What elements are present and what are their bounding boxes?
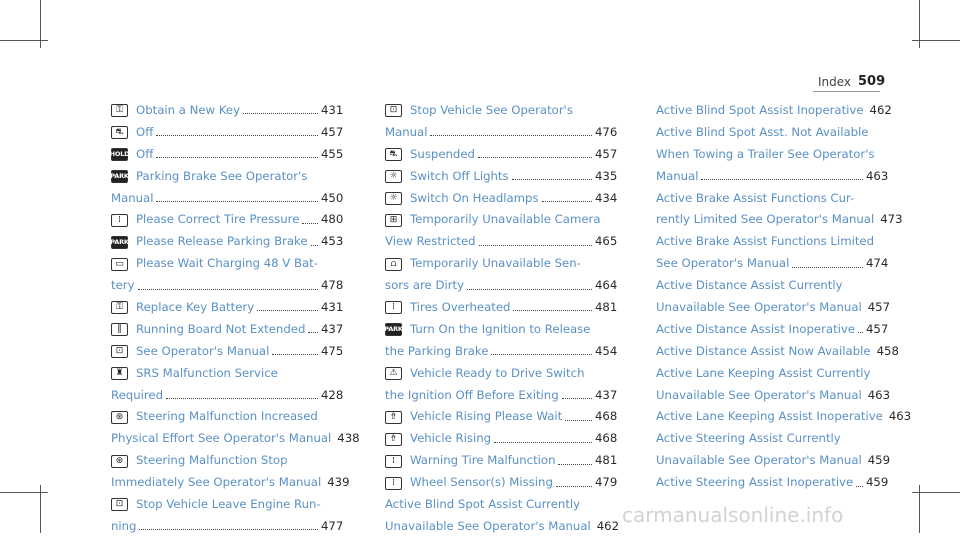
entry-text: Temporarily Unavailable Sen-	[410, 256, 581, 271]
index-entry[interactable]	[656, 472, 888, 494]
page-reference: 454	[595, 343, 618, 358]
index-entry[interactable]	[111, 253, 343, 297]
dot-leader	[302, 223, 318, 224]
page-reference: 457	[321, 124, 344, 139]
battery-icon: ▭	[111, 258, 128, 271]
entry-text: When Towing a Trailer See Operator's	[656, 146, 875, 161]
dot-leader	[139, 529, 318, 530]
crop-mark	[0, 40, 48, 41]
index-entry[interactable]	[111, 100, 343, 122]
park-icon: PARK	[111, 236, 128, 249]
index-entry[interactable]	[385, 319, 617, 363]
tire-icon: ⁞	[385, 455, 402, 468]
page-reference: 431	[321, 300, 344, 315]
page-reference: 458	[876, 343, 899, 358]
page-reference: 457	[866, 321, 889, 336]
entry-text: Active Steering Assist Currently	[656, 431, 841, 446]
index-entry[interactable]	[385, 209, 617, 253]
page-reference: 473	[880, 212, 903, 227]
dot-leader	[792, 267, 863, 268]
index-label: Index	[818, 75, 852, 89]
index-entry[interactable]	[111, 209, 343, 231]
steering-icon: ⊛	[111, 455, 128, 468]
page-reference: 435	[595, 168, 618, 183]
dot-leader	[430, 135, 592, 136]
dot-leader	[562, 398, 592, 399]
entry-text: Active Brake Assist Functions Cur-	[656, 190, 855, 205]
entry-text: Steering Malfunction Stop	[136, 453, 288, 468]
index-entry[interactable]	[656, 428, 891, 472]
entry-text: Stop Vehicle See Operator's	[410, 103, 573, 117]
page-reference: 462	[596, 518, 620, 533]
entry-text: ning	[111, 518, 137, 533]
entry-text: Manual	[385, 124, 428, 139]
index-entry[interactable]	[111, 494, 343, 538]
index-entry[interactable]	[385, 472, 617, 494]
page-reference: 434	[595, 190, 618, 205]
page-reference: 476	[595, 124, 618, 139]
entry-text: See Operator's Manual	[136, 343, 270, 358]
crop-mark	[912, 40, 960, 41]
running-board-icon: ‖	[111, 323, 128, 336]
dot-leader	[558, 464, 592, 465]
dot-leader	[858, 332, 863, 333]
entry-text: Vehicle Rising	[410, 431, 492, 446]
page-reference: 475	[321, 343, 344, 358]
entry-text: sors are Dirty	[385, 278, 465, 293]
entry-text: Active Blind Spot Assist Inoperative	[656, 103, 864, 117]
entry-text: Unavailable See Operator's Manual	[656, 300, 862, 315]
header-rule	[813, 91, 880, 92]
dot-leader	[513, 310, 592, 311]
tire-icon: ⁞	[385, 477, 402, 490]
dot-leader	[272, 354, 318, 355]
entry-text: Active Distance Assist Now Available	[656, 343, 871, 358]
warning-icon: ⚠	[385, 367, 402, 380]
page-reference: 459	[866, 475, 889, 490]
page-reference: 428	[321, 387, 344, 402]
index-entry[interactable]	[385, 428, 617, 450]
page-reference: 437	[595, 387, 618, 402]
entry-text: SRS Malfunction Service	[136, 365, 278, 380]
vehicle-icon: ⊡	[111, 345, 128, 358]
index-entry[interactable]	[385, 144, 617, 166]
index-entry[interactable]	[111, 297, 343, 319]
index-column-1	[109, 100, 360, 538]
index-entry[interactable]	[111, 144, 343, 166]
dot-leader	[308, 332, 318, 333]
entry-text: Suspended	[410, 146, 475, 161]
entry-text: Temporarily Unavailable Camera	[410, 212, 601, 227]
page-reference: 431	[321, 103, 344, 117]
entry-text: Please Correct Tire Pressure	[136, 212, 300, 227]
dot-leader	[856, 486, 863, 487]
entry-text: Manual	[111, 190, 154, 205]
entry-text: Parking Brake See Operator's	[136, 168, 308, 183]
index-entry[interactable]	[656, 188, 903, 232]
page-reference: 453	[321, 234, 344, 249]
page-reference: 463	[888, 409, 912, 424]
dot-leader	[138, 289, 319, 290]
index-entry[interactable]	[656, 275, 891, 319]
dot-leader	[257, 310, 318, 311]
key-icon: ⚿	[111, 104, 128, 117]
entry-text: rently Limited See Operator's Manual	[656, 212, 875, 227]
dot-leader	[542, 201, 592, 202]
index-column-2	[384, 100, 620, 538]
index-entry[interactable]	[385, 253, 617, 297]
index-entry[interactable]	[656, 319, 888, 341]
page-reference: 464	[595, 278, 618, 293]
dot-leader	[556, 486, 592, 487]
entry-text: Steering Malfunction Increased	[136, 409, 318, 424]
park-icon: PARK	[385, 323, 402, 336]
index-entry[interactable]	[385, 406, 617, 428]
dot-leader	[491, 354, 592, 355]
entry-text: Please Wait Charging 48 V Bat-	[136, 256, 318, 271]
tire-icon: ⁞	[385, 301, 402, 314]
entry-text: Stop Vehicle Leave Engine Run-	[136, 497, 321, 512]
airbag-icon: ♜	[111, 367, 128, 380]
index-entry[interactable]	[111, 319, 343, 341]
vehicle-rising-icon: ⇮	[385, 411, 402, 424]
page-reference: 465	[595, 234, 618, 249]
page-reference: 459	[867, 453, 891, 468]
vehicle-icon: ⊡	[111, 498, 128, 511]
entry-text: Unavailable See Operator's Manual	[656, 453, 862, 468]
index-entry[interactable]	[111, 450, 350, 494]
entry-text: Please Release Parking Brake	[136, 234, 308, 249]
entry-text: tery	[111, 278, 135, 293]
entry-text: Required	[111, 387, 164, 402]
entry-text: See Operator's Manual	[656, 256, 790, 271]
page-reference: 468	[595, 431, 618, 446]
sensor-icon: ⩍	[385, 258, 402, 271]
entry-text: Active Lane Keeping Assist Inoperative	[656, 409, 883, 424]
index-entry[interactable]	[111, 122, 343, 144]
page-reference: 481	[595, 453, 618, 468]
index-entry[interactable]	[656, 363, 891, 407]
entry-text: Replace Key Battery	[136, 300, 255, 315]
page-reference: 457	[595, 146, 618, 161]
index-entry[interactable]	[656, 231, 888, 275]
hold-icon: HOLD	[111, 148, 128, 161]
entry-text: Active Blind Spot Asst. Not Available	[656, 124, 869, 139]
entry-text: Active Distance Assist Inoperative	[656, 321, 856, 336]
entry-text: Active Blind Spot Assist Currently	[385, 497, 581, 512]
entry-text: Vehicle Ready to Drive Switch	[410, 365, 585, 380]
index-entry[interactable]	[385, 297, 617, 319]
tire-icon: ⁞	[111, 214, 128, 227]
dot-leader	[565, 420, 592, 421]
page-number: 509	[858, 74, 886, 89]
index-entry[interactable]	[111, 406, 360, 450]
index-entry[interactable]	[656, 122, 888, 188]
entry-text: Running Board Not Extended	[136, 321, 306, 336]
index-entry[interactable]	[385, 100, 617, 144]
page-reference: 450	[321, 190, 344, 205]
page-reference: 478	[321, 278, 344, 293]
entry-text: Switch Off Lights	[410, 168, 509, 183]
entry-text: Immediately See Operator's Manual	[111, 475, 322, 490]
entry-text: Obtain a New Key	[136, 103, 241, 117]
index-entry[interactable]	[656, 341, 899, 363]
index-entry[interactable]	[111, 341, 343, 363]
dot-leader	[166, 398, 318, 399]
page-reference: 462	[869, 103, 892, 117]
entry-text: Active Brake Assist Functions Limited	[656, 234, 875, 249]
index-entry[interactable]	[385, 494, 620, 538]
page-reference: 477	[321, 518, 344, 533]
park-icon: PARK	[111, 170, 128, 183]
page-reference: 463	[866, 168, 889, 183]
index-entry[interactable]	[385, 188, 617, 210]
entry-text: Active Distance Assist Currently	[656, 278, 843, 293]
dot-leader	[243, 113, 318, 114]
car-slip-icon: ⛐	[111, 126, 128, 139]
entry-text: Turn On the Ignition to Release	[410, 321, 591, 336]
light-icon: ☼	[385, 192, 402, 205]
camera-icon: ⊞	[385, 214, 402, 227]
entry-text: Active Steering Assist Inoperative	[656, 475, 854, 490]
index-entry[interactable]	[385, 363, 617, 407]
index-entry[interactable]	[111, 231, 343, 253]
vehicle-icon: ⊡	[385, 104, 402, 117]
entry-text: the Ignition Off Before Exiting	[385, 387, 559, 402]
entry-text: Switch On Headlamps	[410, 190, 539, 205]
crop-mark	[912, 492, 960, 493]
page-reference: 474	[866, 256, 889, 271]
entry-text: Manual	[656, 168, 699, 183]
entry-text: Active Lane Keeping Assist Currently	[656, 365, 871, 380]
light-icon: ☼	[385, 170, 402, 183]
dot-leader	[479, 245, 592, 246]
key-icon: ⚿	[111, 301, 128, 314]
dot-leader	[701, 179, 863, 180]
steering-icon: ⊛	[111, 411, 128, 424]
dot-leader	[494, 442, 592, 443]
page-reference: 438	[337, 431, 360, 446]
entry-text: Tires Overheated	[410, 300, 511, 315]
page-reference: 480	[321, 212, 344, 227]
entry-text: Vehicle Rising Please Wait	[410, 409, 563, 424]
index-column-3	[656, 100, 912, 494]
index-entry[interactable]	[111, 363, 343, 407]
car-slip-icon: ⛐	[385, 148, 402, 161]
entry-text: Warning Tire Malfunction	[410, 453, 556, 468]
entry-text: Off	[136, 146, 154, 161]
dot-leader	[311, 245, 318, 246]
index-entry[interactable]	[385, 166, 617, 188]
dot-leader	[156, 135, 318, 136]
page-reference: 479	[595, 475, 618, 490]
entry-text: Wheel Sensor(s) Missing	[410, 475, 553, 490]
entry-text: Off	[136, 124, 154, 139]
dot-leader	[467, 289, 592, 290]
entry-text: Unavailable See Operator's Manual	[385, 518, 591, 533]
page-reference: 468	[595, 409, 618, 424]
index-entry[interactable]	[111, 166, 343, 210]
dot-leader	[512, 179, 592, 180]
index-entry[interactable]	[385, 450, 617, 472]
dot-leader	[156, 201, 318, 202]
entry-text: the Parking Brake	[385, 343, 489, 358]
page-reference: 463	[867, 387, 891, 402]
vehicle-rising-icon: ⇮	[385, 433, 402, 446]
entry-text: View Restricted	[385, 234, 476, 249]
watermark: carmanualsonline.info	[622, 503, 844, 527]
entry-text: Unavailable See Operator's Manual	[656, 387, 862, 402]
index-entry[interactable]	[656, 406, 912, 428]
page-reference: 481	[595, 300, 618, 315]
entry-text: Physical Effort See Operator's Manual	[111, 431, 332, 446]
index-entry[interactable]	[656, 100, 892, 122]
crop-mark	[0, 492, 48, 493]
page-reference: 455	[321, 146, 344, 161]
page-reference: 439	[327, 475, 350, 490]
page-reference: 437	[321, 321, 344, 336]
dot-leader	[156, 157, 318, 158]
dot-leader	[478, 157, 592, 158]
page-reference: 457	[867, 300, 891, 315]
